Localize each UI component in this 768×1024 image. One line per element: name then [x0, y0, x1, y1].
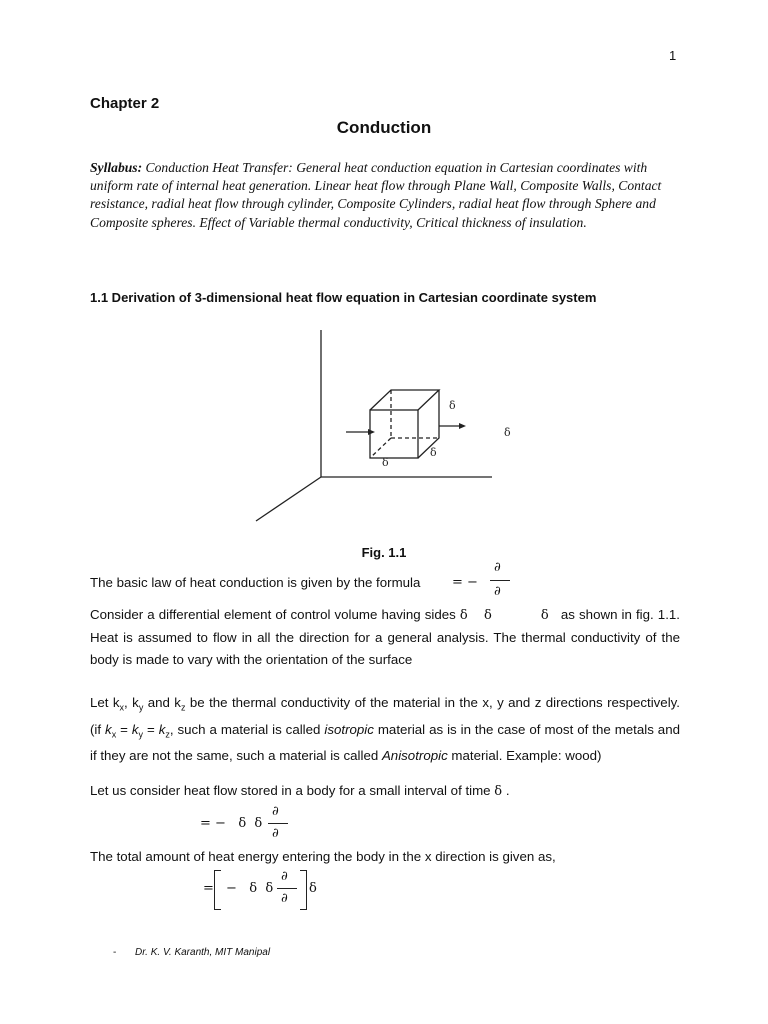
fraction-bar — [490, 580, 510, 581]
heat-in-arrowhead — [368, 429, 375, 435]
delta-symbol: δ — [309, 881, 317, 896]
footer-author: Dr. K. V. Karanth, MIT Manipal — [135, 947, 271, 958]
text-fragment: material. Example: wood) — [447, 748, 602, 764]
partial-numerator: ∂ — [272, 804, 279, 819]
delta-symbol: δ — [484, 608, 492, 623]
partial-numerator: ∂ — [494, 560, 501, 575]
delta-symbol: δ — [494, 784, 503, 799]
delta-label-z: δ — [430, 446, 437, 459]
isotropic-term: isotropic — [324, 721, 374, 737]
subscript-y: y — [138, 729, 144, 740]
conductivity-paragraph: Let $k_x$, $k_y$ and $k_z$ be the thermal conductivity of the material in the x, y and z directions respectively. (if $k_x = k_y = k_z$, such a material is called isotropic material as is in the case of most of the metals and if they are not the same, such a material is called Anisotropic material. Example: wood) — [90, 695, 681, 764]
fraction-bar — [268, 823, 288, 824]
subscript-y: y — [138, 702, 144, 713]
delta-label-x: δ — [382, 456, 389, 469]
syllabus-label: Syllabus: — [90, 160, 143, 175]
heat-stored-text: Let us consider heat flow stored in a body for a small interval of time — [90, 783, 491, 798]
basic-law-text: The basic law of heat conduction is given by the formula — [90, 575, 421, 590]
z-axis-line — [256, 477, 321, 521]
subscript-x: x — [111, 729, 117, 740]
partial-denominator: ∂ — [494, 584, 501, 599]
footer-dash: - — [113, 947, 117, 958]
delta-symbol: δ — [540, 608, 549, 623]
heat-entering-equation: − δ δ — [226, 881, 274, 896]
page-title: Conduction — [336, 118, 432, 137]
delta-symbol: δ — [459, 608, 468, 623]
text-fragment: material as is in the case of most of the metals and if they are not the same, such a material is called — [90, 721, 680, 764]
left-bracket — [214, 870, 221, 910]
heat-entering-line: The total amount of heat energy entering the body in the x direction is given as, — [90, 849, 556, 864]
text-fragment: Let k — [90, 695, 120, 710]
section-heading: 1.1 Derivation of 3-dimensional heat flow equation in Cartesian coordinate system — [90, 290, 597, 305]
subscript-x: x — [119, 702, 125, 713]
anisotropic-term: Anisotropic — [381, 748, 448, 764]
diff-element-text-a: Consider a differential element of control volume having sides — [90, 607, 456, 622]
delta-label-x-side: δ — [504, 426, 511, 439]
partial-denominator: ∂ — [281, 891, 288, 906]
heat-out-arrowhead — [459, 423, 466, 429]
figure-caption: Fig. 1.1 — [361, 545, 407, 560]
basic-law-line — [90, 572, 420, 594]
text-fragment: , such a material is called — [169, 721, 325, 737]
right-bracket — [300, 870, 307, 910]
partial-numerator: ∂ — [281, 869, 288, 884]
chapter-heading: Chapter 2 — [90, 95, 160, 112]
fraction-bar — [277, 888, 297, 889]
differential-element-paragraph — [90, 604, 680, 671]
delta-label-y: δ — [449, 399, 456, 412]
cube-front-face — [370, 410, 418, 458]
syllabus-text: Conduction Heat Transfer: General heat conduction equation in Cartesian coordinates with uniform rate of internal heat generation. Linear heat flow through Plane Wall, Composite Walls, Contact resistance, radial heat flow through cylinder, Composite Cylinders, radial heat flow through Sphere and Composite spheres. Effect of Variable thermal conductivity, Critical thickness of insulation. — [90, 160, 662, 230]
heat-entering-equals: = — [203, 881, 214, 896]
heat-stored-equation: = − δ δ — [200, 816, 263, 831]
diff-element-text-b: as shown in fig. 1.1. Heat is assumed to flow in all the direction for a general analysis. The thermal conductivity of the body is made to vary with the orientation of the surface — [90, 607, 680, 667]
text-fragment: and k — [143, 695, 181, 710]
subscript-z: z — [180, 702, 186, 713]
cube-top-face — [370, 390, 439, 410]
heat-stored-line: Let us consider heat flow stored in a body for a small interval of time δ . — [90, 783, 510, 799]
page-number: 1 — [669, 48, 677, 63]
text-fragment: , k — [124, 695, 139, 710]
cube-diagram — [240, 320, 540, 530]
text-fragment: be the thermal conductivity of the material in the x, y and z directions respectively. (if — [90, 695, 681, 737]
partial-denominator: ∂ — [272, 826, 279, 841]
syllabus-paragraph — [90, 159, 680, 232]
basic-law-equation: = − — [452, 575, 478, 590]
subscript-z: z — [165, 729, 170, 740]
